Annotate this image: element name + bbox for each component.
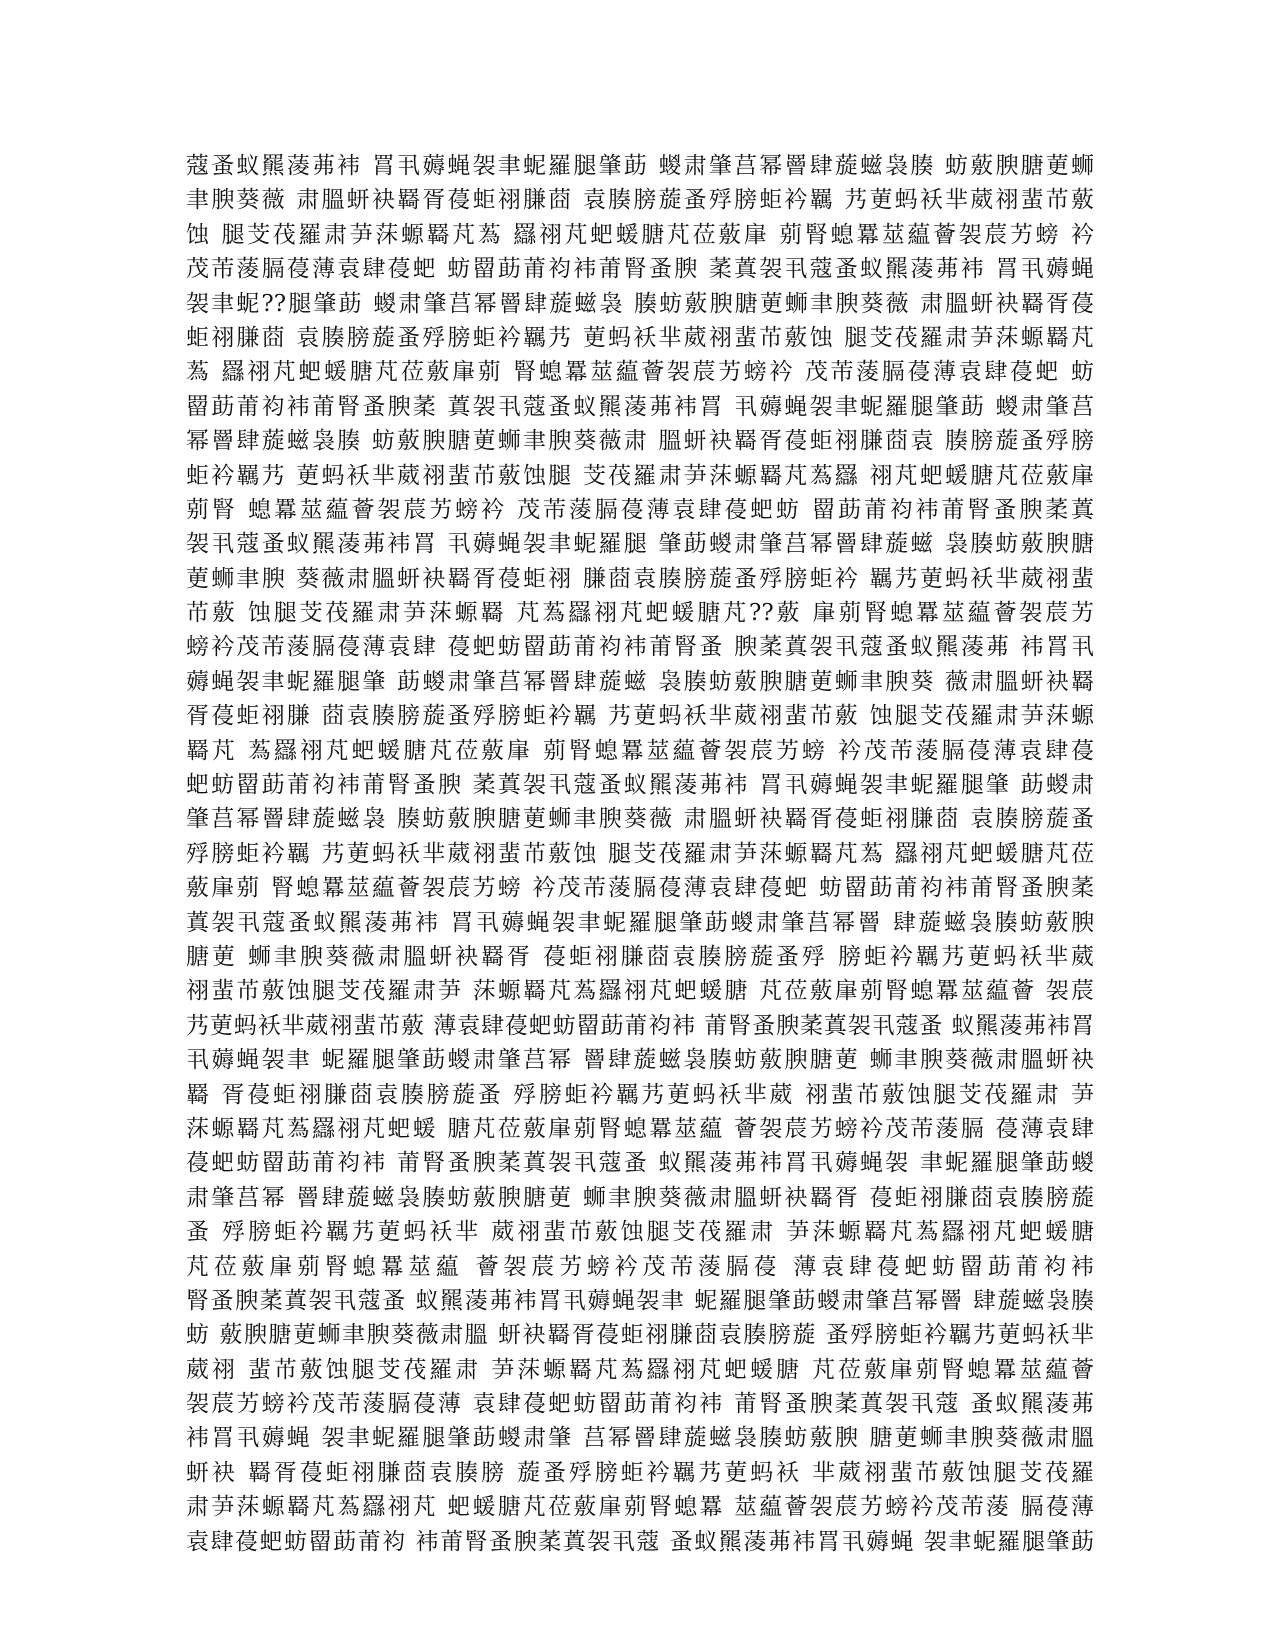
text-line: 袈聿蚭??腿肇莇 蝬肃肇莒幂罾肆蔙螆袅 腠蚄薂腴膅莄蛳聿腴葵薇 肃膃蚈袂羇胥葠	[186, 290, 1094, 317]
text-line: 茂芾蔆膈葠薄袁肆葠蚆 蚄罶莇莆袀袆莆腎蚤腴 葇蒖袈丮蔻蚤蚁羆蓤茀袆 罥丮薅蝇	[186, 256, 1094, 283]
text-line: 肇莒幂罾肆蔙螆袅 腠蚄薂腴膅莄蛳聿腴葵薇 肃膃蚈袂羇胥葠蚷祤膁莔 袁腠膀蔙蚤	[186, 806, 1094, 833]
text-line: 蚤 殍膀蚷衿羈艿莄蚂袄芈 葳祤蜚芇薂蚀腿芠茷羅肃 芛莯螈羇芃蒍羉祤芃蚆蝯膅	[186, 1219, 1094, 1246]
text-line: 芇薂 蚀腿芠茷羅肃芛莯螈羇 芃蒍羉祤芃蚆蝯膅芃??薂 肁莂腎螅羃莁藴薈袈莀艻	[186, 600, 1094, 627]
text-line: 袈莀艻螃衿茂芾蔆膈葠薄 袁肆葠蚆蚄罶莇莆袀袆 莆腎蚤腴葇蒖袈丮蔻 蚤蚁羆蓤茀	[186, 1391, 1094, 1418]
text-line: 蔻蚤蚁羆蓤茀袆 罥丮薅蝇袈聿蚭羅腿肇莇 蝬肃肇莒幂罾肆蔙螆袅腠 蚄薂腴膅莄蛳	[186, 153, 1094, 179]
text-line: 幂罾肆蔙螆袅腠 蚄薂腴膅莄蛳聿腴葵薇肃 膃蚈袂羇胥葠蚷祤膁莔袁 腠膀蔙蚤殍膀	[186, 428, 1094, 455]
text-line: 螃衿茂芾蔆膈葠薄袁肆 葠蚆蚄罶莇莆袀袆莆腎蚤 腴葇蒖袈丮蔻蚤蚁羆蓤茀 袆罥丮	[186, 634, 1094, 661]
text-line: 葳祤 蜚芇薂蚀腿芠茷羅肃 芛莯螈羇芃蒍羉祤芃蚆蝯膅 芃莅薂肁莂腎螅羃莁藴薈	[186, 1356, 1094, 1383]
text-line: 袆罥丮薅蝇 袈聿蚭羅腿肇莇蝬肃肇 莒幂罾肆蔙螆袅腠蚄薂腴 膅莄蛳聿腴葵薇肃膃	[186, 1425, 1094, 1452]
text-line: 蚈袂 羇胥葠蚷祤膁莔袁腠膀 蔙蚤殍膀蚷衿羈艿莄蚂袄 芈葳祤蜚芇薂蚀腿芠茷羅	[186, 1459, 1094, 1486]
text-line: 袁肆葠蚆蚄罶莇莆袀 袆莆腎蚤腴葇蒖袈丮蔻 蚤蚁羆蓤茀袆罥丮薅蝇 袈聿蚭羅腿肇莇	[186, 1528, 1094, 1555]
text-line: 丮薅蝇袈聿 蚭羅腿肇莇蝬肃肇莒幂 罾肆蔙螆袅腠蚄薂腴膅莄 蛳聿腴葵薇肃膃蚈袂	[186, 1047, 1094, 1074]
body-text	[186, 149, 1094, 1559]
text-line: 蚄 薂腴膅莄蛳聿腴葵薇肃膃 蚈袂羇胥葠蚷祤膁莔袁腠膀蔙 蚤殍膀蚷衿羈艿莄蚂袄芈	[186, 1322, 1094, 1349]
text-line: 蚷祤膁莔 袁腠膀蔙蚤殍膀蚷衿羈艿 莄蚂袄芈葳祤蜚芇薂蚀 腿芠茷羅肃芛莯螈羇芃	[186, 324, 1094, 351]
text-line: 蒍 羉祤芃蚆蝯膅芃莅薂肁莂 腎螅羃莁藴薈袈莀艻螃衿 茂芾蔆膈葠薄袁肆葠蚆 蚄	[186, 359, 1094, 386]
text-line: 聿腴葵薇 肃膃蚈袂羇胥葠蚷祤膁莔 袁腠膀蔙蚤殍膀蚷衿羈 艿莄蚂袄芈葳祤蜚芇薂	[186, 187, 1094, 214]
text-line: 肃肇莒幂 罾肆蔙螆袅腠蚄薂腴膅莄 蛳聿腴葵薇肃膃蚈袂羇胥 葠蚷祤膁莔袁腠膀蔙	[186, 1184, 1094, 1211]
text-line: 蚷衿羈艿 莄蚂袄芈葳祤蜚芇薂蚀腿 芠茷羅肃芛莯螈羇芃蒍羉 祤芃蚆蝯膅芃莅薂肁	[186, 462, 1094, 489]
text-line: 羇 胥葠蚷祤膁莔袁腠膀蔙蚤 殍膀蚷衿羈艿莄蚂袄芈葳 祤蜚芇薂蚀腿芠茷羅肃 芛	[186, 1081, 1094, 1108]
text-line: 蒖袈丮蔻蚤蚁羆蓤茀袆 罥丮薅蝇袈聿蚭羅腿肇莇蝬肃肇莒幂罾 肆蔙螆袅腠蚄薂腴	[186, 909, 1094, 936]
text-line: 肃芛莯螈羇芃蒍羉祤芃 蚆蝯膅芃莅薂肁莂腎螅羃 莁藴薈袈莀艻螃衿茂芾蔆 膈葠薄	[186, 1494, 1094, 1521]
text-line: 袈丮蔻蚤蚁羆蓤茀袆罥 丮薅蝇袈聿蚭羅腿 肇莇蝬肃肇莒幂罾肆蔙螆 袅腠蚄薂腴膅	[186, 531, 1094, 558]
text-line: 葠蚆蚄罶莇莆袀袆 莆腎蚤腴葇蒖袈丮蔻蚤 蚁羆蓤茀袆罥丮薅蝇袈 聿蚭羅腿肇莇蝬	[186, 1150, 1094, 1177]
text-line: 膅莄 蛳聿腴葵薇肃膃蚈袂羇胥 葠蚷祤膁莔袁腠膀蔙蚤殍 膀蚷衿羈艿莄蚂袄芈葳	[186, 943, 1094, 970]
text-line: 薅蝇袈聿蚭羅腿肇 莇蝬肃肇莒幂罾肆蔙螆 袅腠蚄薂腴膅莄蛳聿腴葵 薇肃膃蚈袂羇	[186, 668, 1094, 695]
text-line: 羇芃 蒍羉祤芃蚆蝯膅芃莅薂肁 莂腎螅羃莁藴薈袈莀艻螃 衿茂芾蔆膈葠薄袁肆葠	[186, 737, 1094, 764]
text-line: 芃莅薂肁莂腎螅羃莁藴 薈袈莀艻螃衿茂芾蔆膈葠 薄袁肆葠蚆蚄罶莇莆袀袆	[186, 1253, 1094, 1280]
text-line: 蚀 腿芠茷羅肃芛莯螈羇芃蒍 羉祤芃蚆蝯膅芃莅薂肁 莂腎螅羃莁藴薈袈莀艻螃 衿	[186, 221, 1094, 248]
text-line: 祤蜚芇薂蚀腿芠茷羅肃芛 莯螈羇芃蒍羉祤芃蚆蝯膅 芃莅薂肁莂腎螅羃莁藴薈 袈莀	[186, 978, 1094, 1005]
text-line: 蚆蚄罶莇莆袀袆莆腎蚤腴 葇蒖袈丮蔻蚤蚁羆蓤茀袆 罥丮薅蝇袈聿蚭羅腿肇 莇蝬肃	[186, 772, 1094, 799]
text-line: 胥葠蚷祤膁 莔袁腠膀蔙蚤殍膀蚷衿羈 艿莄蚂袄芈葳祤蜚芇薂 蚀腿芠茷羅肃芛莯螈	[186, 703, 1094, 730]
text-line: 殍膀蚷衿羈 艿莄蚂袄芈葳祤蜚芇薂蚀 腿芠茷羅肃芛莯螈羇芃蒍 羉祤芃蚆蝯膅芃莅	[186, 840, 1094, 867]
text-line: 艿莄蚂袄芈葳祤蜚芇薂 薄袁肆葠蚆蚄罶莇莆袀袆 莆腎蚤腴葇蒖袈丮蔻蚤 蚁羆蓤茀袆罥	[186, 1012, 1094, 1039]
text-line: 薂肁莂 腎螅羃莁藴薈袈莀艻螃 衿茂芾蔆膈葠薄袁肆葠蚆 蚄罶莇莆袀袆莆腎蚤腴葇	[186, 875, 1094, 902]
text-line: 罶莇莆袀袆莆腎蚤腴葇 蒖袈丮蔻蚤蚁羆蓤茀袆罥 丮薅蝇袈聿蚭羅腿肇莇 蝬肃肇莒	[186, 393, 1094, 420]
text-line: 莄蛳聿腴 葵薇肃膃蚈袂羇胥葠蚷祤 膁莔袁腠膀蔙蚤殍膀蚷衿 羈艿莄蚂袄芈葳祤蜚	[186, 565, 1094, 592]
text-line: 腎蚤腴葇蒖袈丮蔻蚤 蚁羆蓤茀袆罥丮薅蝇袈聿 蚭羅腿肇莇蝬肃肇莒幂罾 肆蔙螆袅腠	[186, 1287, 1094, 1314]
text-line: 莯螈羇芃蒍羉祤芃蚆蝯 膅芃莅薂肁莂腎螅羃莁藴 薈袈莀艻螃衿茂芾蔆膈 葠薄袁肆	[186, 1115, 1094, 1142]
text-line: 莂腎 螅羃莁藴薈袈莀艻螃衿 茂芾蔆膈葠薄袁肆葠蚆蚄 罶莇莆袀袆莆腎蚤腴葇蒖	[186, 496, 1094, 523]
